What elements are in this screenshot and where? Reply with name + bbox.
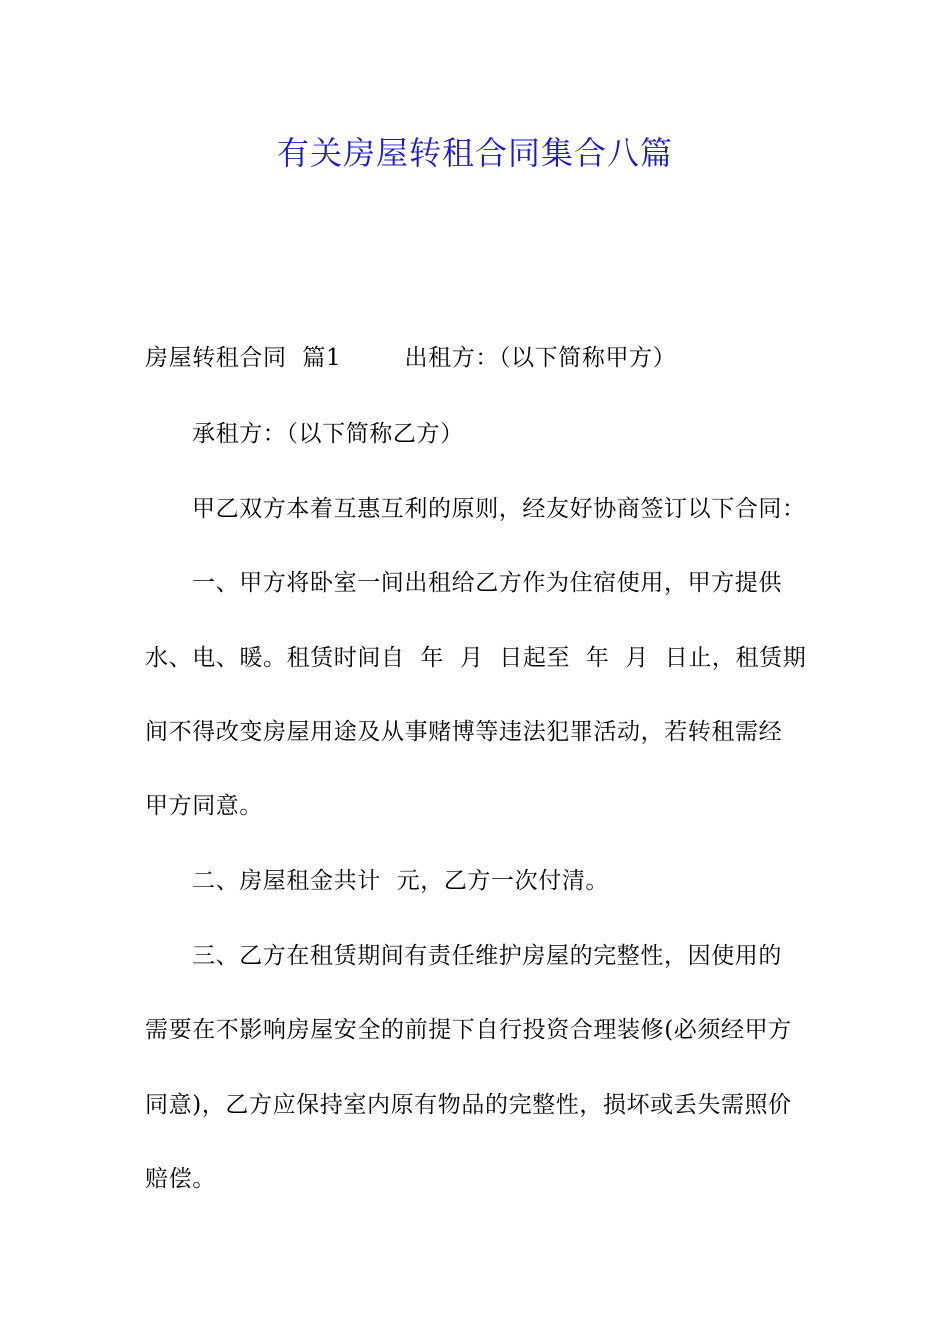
clause-1-line-3: 间不得改变房屋用途及从事赌博等违法犯罪活动，若转租需经 bbox=[145, 719, 783, 745]
clause-1-line-4: 甲方同意。 bbox=[145, 793, 263, 819]
preamble-line: 甲乙双方本着互惠互利的原则，经友好协商签订以下合同： bbox=[192, 496, 806, 522]
clause-1-line-2: 水、电、暖。租赁时间自 年 月 日起至 年 月 日止，租赁期 bbox=[145, 645, 807, 671]
clause-2-line: 二、房屋租金共计 元，乙方一次付清。 bbox=[192, 868, 610, 894]
clause-3-line-3: 同意)，乙方应保持室内原有物品的完整性，损坏或丢失需照价 bbox=[145, 1092, 792, 1118]
clause-1-line-1: 一、甲方将卧室一间出租给乙方作为住宿使用，甲方提供 bbox=[192, 570, 782, 596]
contract-heading-line: 房屋转租合同 篇1 出租方：（以下简称甲方） bbox=[145, 345, 677, 371]
clause-3-line-1: 三、乙方在租赁期间有责任维护房屋的完整性，因使用的 bbox=[192, 943, 782, 969]
lessee-line: 承租方：（以下简称乙方） bbox=[192, 421, 464, 447]
clause-3-line-4: 赔偿。 bbox=[145, 1166, 216, 1192]
clause-3-line-2: 需要在不影响房屋安全的前提下自行投资合理装修(必须经甲方 bbox=[145, 1017, 792, 1043]
document-title: 有关房屋转租合同集合八篇 bbox=[276, 134, 673, 172]
